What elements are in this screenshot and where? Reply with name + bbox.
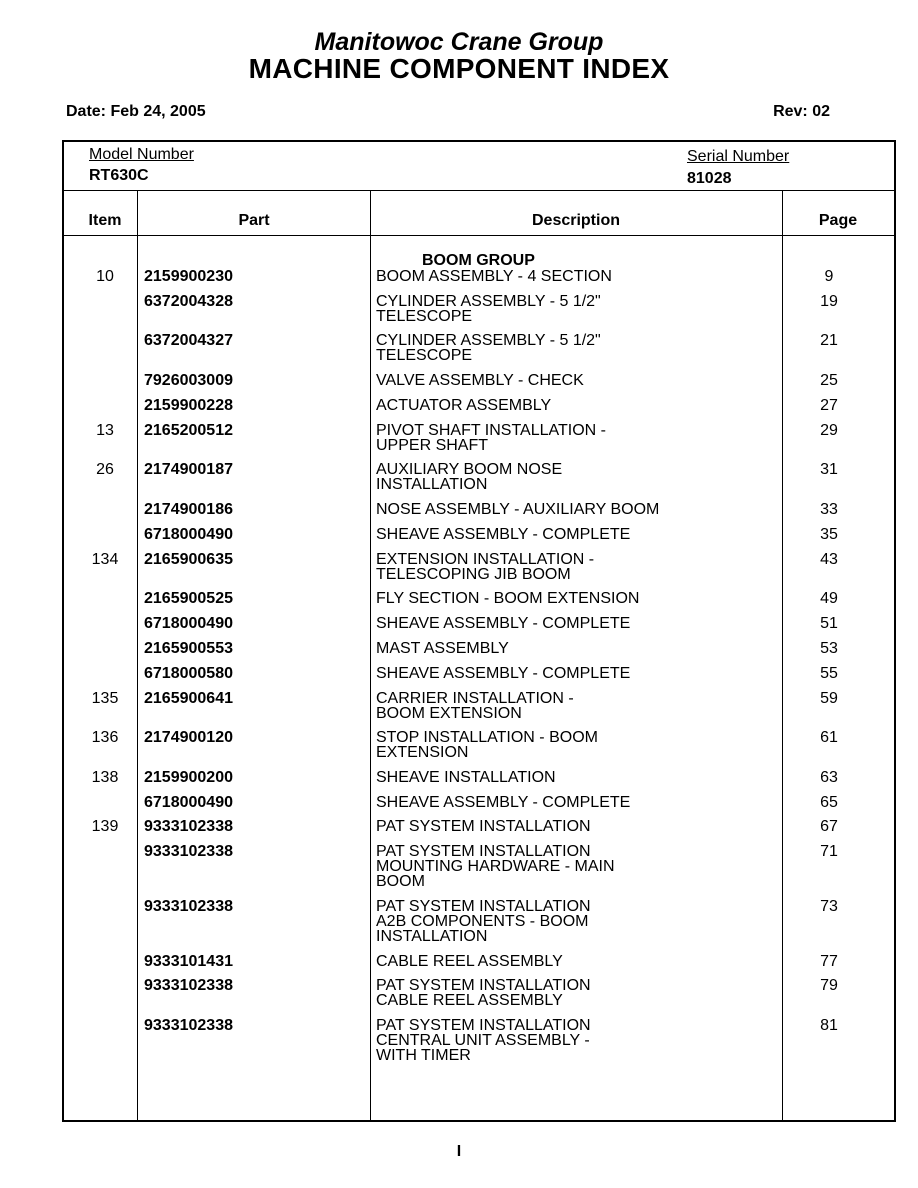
- part-description: CABLE REEL ASSEMBLY: [376, 953, 563, 970]
- page-reference: 63: [820, 769, 838, 786]
- part-description: SHEAVE ASSEMBLY - COMPLETE: [376, 526, 631, 543]
- part-number: 2159900230: [144, 268, 233, 285]
- page-reference: 43: [820, 551, 838, 568]
- page-reference: 35: [820, 526, 838, 543]
- model-number-value: RT630C: [89, 167, 149, 184]
- page-reference: 9: [824, 268, 834, 285]
- part-number: 6718000580: [144, 665, 233, 682]
- part-number: 2165200512: [144, 422, 233, 439]
- page-reference: 29: [820, 422, 838, 439]
- page-reference: 27: [820, 397, 838, 414]
- part-number: 6718000490: [144, 794, 233, 811]
- part-description: PAT SYSTEM INSTALLATION MOUNTING HARDWARE - MAIN BOOM: [376, 843, 615, 890]
- page-reference: 25: [820, 372, 838, 389]
- part-description: STOP INSTALLATION - BOOM EXTENSION: [376, 729, 598, 761]
- page-reference: 49: [820, 590, 838, 607]
- item-number: 26: [96, 461, 114, 478]
- date-label: Date: Feb 24, 2005: [66, 103, 206, 120]
- part-description: CYLINDER ASSEMBLY - 5 1/2" TELESCOPE: [376, 293, 601, 325]
- part-number: 7926003009: [144, 372, 233, 389]
- part-description: VALVE ASSEMBLY - CHECK: [376, 372, 584, 389]
- part-number: 2165900553: [144, 640, 233, 657]
- page-reference: 77: [820, 953, 838, 970]
- serial-number-value: 81028: [687, 170, 732, 187]
- part-number: 2174900187: [144, 461, 233, 478]
- part-description: AUXILIARY BOOM NOSE INSTALLATION: [376, 461, 563, 493]
- part-description: SHEAVE INSTALLATION: [376, 769, 556, 786]
- part-number: 2174900120: [144, 729, 233, 746]
- part-description: PAT SYSTEM INSTALLATION CENTRAL UNIT ASSEMBLY - WITH TIMER: [376, 1017, 591, 1064]
- part-number: 9333102338: [144, 1017, 233, 1034]
- page-reference: 79: [820, 977, 838, 994]
- company-name: Manitowoc Crane Group: [314, 28, 604, 56]
- model-number-label: Model Number: [89, 146, 194, 163]
- part-description: BOOM ASSEMBLY - 4 SECTION: [376, 268, 612, 285]
- part-description: CYLINDER ASSEMBLY - 5 1/2" TELESCOPE: [376, 332, 601, 364]
- column-header-item: Item: [88, 212, 122, 229]
- page-title: MACHINE COMPONENT INDEX: [248, 53, 670, 84]
- page-reference: 51: [820, 615, 838, 632]
- part-number: 6372004327: [144, 332, 233, 349]
- part-number: 2159900200: [144, 769, 233, 786]
- column-header-part: Part: [238, 212, 270, 229]
- header-divider: [64, 235, 894, 236]
- page-reference: 21: [820, 332, 838, 349]
- part-number: 2165900635: [144, 551, 233, 568]
- column-divider: [782, 190, 783, 1120]
- part-number: 6718000490: [144, 615, 233, 632]
- item-number: 139: [91, 818, 119, 835]
- part-description: PAT SYSTEM INSTALLATION: [376, 818, 591, 835]
- column-header-description: Description: [531, 212, 620, 229]
- part-description: FLY SECTION - BOOM EXTENSION: [376, 590, 640, 607]
- part-description: SHEAVE ASSEMBLY - COMPLETE: [376, 794, 631, 811]
- info-divider: [64, 190, 894, 191]
- part-description: ACTUATOR ASSEMBLY: [376, 397, 552, 414]
- part-number: 2174900186: [144, 501, 233, 518]
- column-divider: [370, 190, 371, 1120]
- page-reference: 65: [820, 794, 838, 811]
- page-reference: 71: [820, 843, 838, 860]
- part-number: 2165900641: [144, 690, 233, 707]
- page-reference: 53: [820, 640, 838, 657]
- part-number: 9333102338: [144, 818, 233, 835]
- page-reference: 73: [820, 898, 838, 915]
- page-reference: 55: [820, 665, 838, 682]
- page-reference: 67: [820, 818, 838, 835]
- part-description: MAST ASSEMBLY: [376, 640, 509, 657]
- part-number: 9333102338: [144, 977, 233, 994]
- page-reference: 59: [820, 690, 838, 707]
- part-number: 9333102338: [144, 843, 233, 860]
- part-number: 9333102338: [144, 898, 233, 915]
- serial-number-label: Serial Number: [687, 148, 790, 165]
- group-title: BOOM GROUP: [422, 252, 535, 269]
- item-number: 10: [96, 268, 114, 285]
- item-number: 136: [91, 729, 119, 746]
- part-description: PAT SYSTEM INSTALLATION A2B COMPONENTS - BOOM INSTALLATION: [376, 898, 591, 945]
- revision-label: Rev: 02: [773, 103, 830, 120]
- page-reference: 33: [820, 501, 838, 518]
- page-reference: 61: [820, 729, 838, 746]
- part-description: PIVOT SHAFT INSTALLATION - UPPER SHAFT: [376, 422, 606, 454]
- part-description: SHEAVE ASSEMBLY - COMPLETE: [376, 615, 631, 632]
- item-number: 135: [91, 690, 119, 707]
- page-number: I: [456, 1143, 462, 1160]
- part-number: 6718000490: [144, 526, 233, 543]
- page-reference: 81: [820, 1017, 838, 1034]
- part-description: CARRIER INSTALLATION - BOOM EXTENSION: [376, 690, 574, 722]
- item-number: 134: [91, 551, 119, 568]
- part-description: EXTENSION INSTALLATION - TELESCOPING JIB BOOM: [376, 551, 595, 583]
- item-number: 138: [91, 769, 119, 786]
- part-description: SHEAVE ASSEMBLY - COMPLETE: [376, 665, 631, 682]
- part-description: PAT SYSTEM INSTALLATION CABLE REEL ASSEMBLY: [376, 977, 591, 1009]
- part-number: 2159900228: [144, 397, 233, 414]
- column-divider: [137, 190, 138, 1120]
- part-description: NOSE ASSEMBLY - AUXILIARY BOOM: [376, 501, 660, 518]
- component-index-table: [62, 140, 896, 1122]
- part-number: 6372004328: [144, 293, 233, 310]
- page-reference: 31: [820, 461, 838, 478]
- item-number: 13: [96, 422, 114, 439]
- part-number: 2165900525: [144, 590, 233, 607]
- part-number: 9333101431: [144, 953, 233, 970]
- page-reference: 19: [820, 293, 838, 310]
- column-header-page: Page: [818, 212, 858, 229]
